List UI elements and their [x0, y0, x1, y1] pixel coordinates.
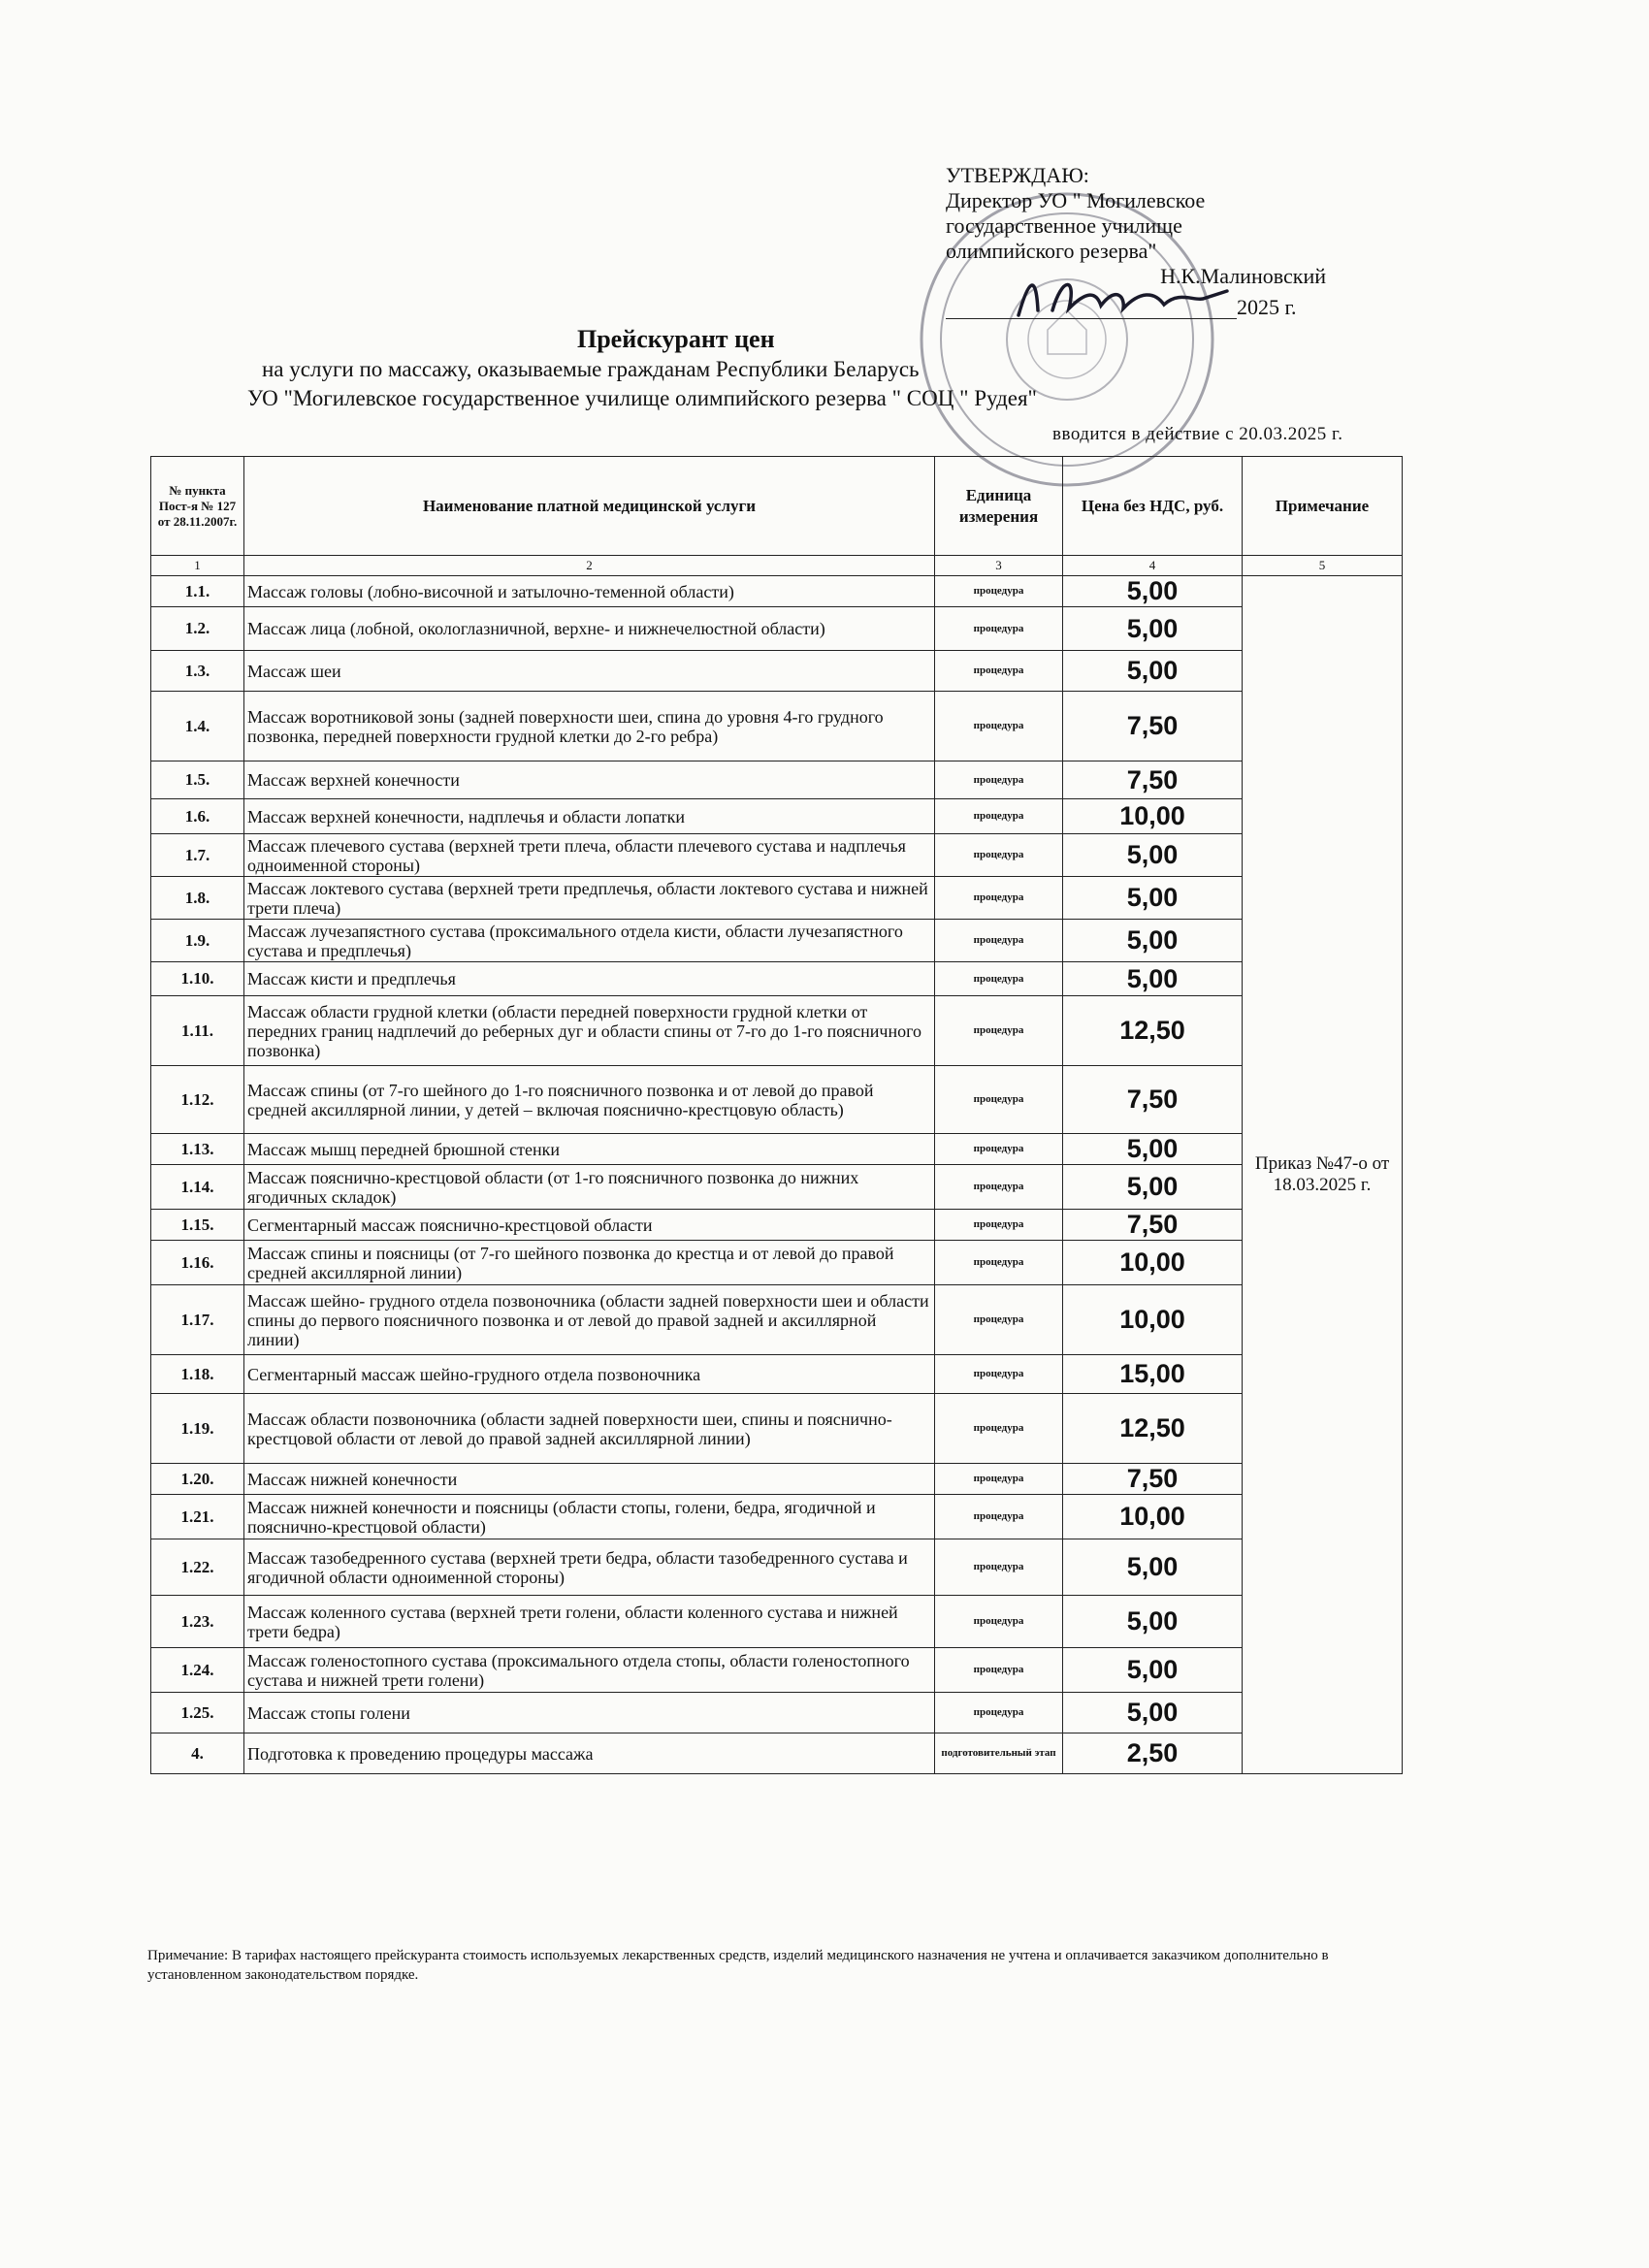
item-number: 1.14.	[151, 1165, 244, 1210]
service-name: Массаж области позвоночника (области задней поверхности шеи, спины и пояснично-крестцовой области от левой до правой задней аксиллярной линии)	[244, 1394, 935, 1464]
service-name: Массаж нижней конечности	[244, 1464, 935, 1495]
column-number: 2	[244, 556, 935, 576]
price-value: 7,50	[1063, 1066, 1243, 1134]
service-name: Массаж нижней конечности и поясницы (области стопы, голени, бедра, ягодичной и пояснично-крестцовой области)	[244, 1495, 935, 1539]
page-subtitle-2: УО "Могилевское государственное училище олимпийского резерва " СОЦ " Рудея"	[247, 386, 1037, 410]
price-value: 5,00	[1063, 1648, 1243, 1693]
column-number: 5	[1243, 556, 1403, 576]
table-row	[151, 1165, 1403, 1210]
price-value: 5,00	[1063, 1596, 1243, 1648]
approval-org-line1: государственное училище	[946, 213, 1182, 238]
unit-of-measure: процедура	[935, 1134, 1063, 1165]
service-name: Подготовка к проведению процедуры массажа	[244, 1733, 935, 1774]
unit-of-measure: процедура	[935, 576, 1063, 607]
service-name: Массаж спины (от 7-го шейного до 1-го поясничного позвонка и от левой до правой средней аксиллярной линии, у детей – включая пояснично-крестцовую область)	[244, 1066, 935, 1134]
table-row	[151, 1210, 1403, 1241]
table-header-row	[151, 457, 1403, 556]
handwritten-signature	[1009, 262, 1242, 330]
service-name: Массаж тазобедренного сустава (верхней трети бедра, области тазобедренного сустава и ягодичной области одноименной стороны)	[244, 1539, 935, 1596]
approval-position: Директор УО " Могилевское	[946, 188, 1206, 212]
service-name: Массаж верхней конечности, надплечья и области лопатки	[244, 799, 935, 834]
price-value: 7,50	[1063, 1464, 1243, 1495]
item-number: 1.24.	[151, 1648, 244, 1693]
service-name: Массаж воротниковой зоны (задней поверхности шеи, спина до уровня 4-го грудного позвонка, передней поверхности грудной клетки до 2-го ребра)	[244, 692, 935, 761]
price-value: 5,00	[1063, 1165, 1243, 1210]
column-number: 3	[935, 556, 1063, 576]
item-number: 1.19.	[151, 1394, 244, 1464]
item-number: 1.17.	[151, 1285, 244, 1355]
header-price: Цена без НДС, руб.	[1063, 457, 1243, 556]
column-number: 4	[1063, 556, 1243, 576]
table-row	[151, 996, 1403, 1066]
unit-of-measure: процедура	[935, 877, 1063, 920]
service-name: Массаж спины и поясницы (от 7-го шейного позвонка до крестца и от левой до правой средней аксиллярной линии)	[244, 1241, 935, 1285]
item-number: 1.10.	[151, 962, 244, 996]
service-name: Массаж лучезапястного сустава (проксимального отдела кисти, области лучезапястного сустава и предплечья)	[244, 920, 935, 962]
service-name: Массаж верхней конечности	[244, 761, 935, 799]
table-row	[151, 1394, 1403, 1464]
table-row	[151, 877, 1403, 920]
item-number: 1.1.	[151, 576, 244, 607]
unit-of-measure: процедура	[935, 834, 1063, 877]
unit-of-measure: процедура	[935, 1285, 1063, 1355]
unit-of-measure: процедура	[935, 1648, 1063, 1693]
item-number: 1.8.	[151, 877, 244, 920]
price-value: 12,50	[1063, 1394, 1243, 1464]
price-value: 7,50	[1063, 761, 1243, 799]
item-number: 1.20.	[151, 1464, 244, 1495]
price-value: 5,00	[1063, 1134, 1243, 1165]
service-name: Сегментарный массаж шейно-грудного отдела позвоночника	[244, 1355, 935, 1394]
column-number-row	[151, 556, 1403, 576]
table-row	[151, 651, 1403, 692]
service-name: Массаж пояснично-крестцовой области (от 1-го поясничного позвонка до нижних ягодичных складок)	[244, 1165, 935, 1210]
table-row	[151, 1648, 1403, 1693]
page-title: Прейскурант цен	[577, 325, 775, 353]
service-name: Массаж коленного сустава (верхней трети голени, области коленного сустава и нижней трети бедра)	[244, 1596, 935, 1648]
approval-signer: Н.К.Малиновский	[1160, 264, 1326, 288]
item-number: 1.7.	[151, 834, 244, 877]
item-number: 1.3.	[151, 651, 244, 692]
item-number: 1.23.	[151, 1596, 244, 1648]
price-value: 5,00	[1063, 962, 1243, 996]
unit-of-measure: процедура	[935, 1596, 1063, 1648]
table-row	[151, 1355, 1403, 1394]
item-number: 1.13.	[151, 1134, 244, 1165]
service-name: Массаж локтевого сустава (верхней трети предплечья, области локтевого сустава и нижней трети плеча)	[244, 877, 935, 920]
price-value: 5,00	[1063, 1539, 1243, 1596]
price-value: 5,00	[1063, 607, 1243, 651]
item-number: 1.5.	[151, 761, 244, 799]
unit-of-measure: процедура	[935, 1355, 1063, 1394]
service-name: Массаж лица (лобной, окологлазничной, верхне- и нижнечелюстной области)	[244, 607, 935, 651]
table-row	[151, 692, 1403, 761]
approval-org-line2: олимпийского резерва"	[946, 239, 1157, 263]
unit-of-measure: процедура	[935, 920, 1063, 962]
service-name: Сегментарный массаж пояснично-крестцовой области	[244, 1210, 935, 1241]
price-value: 7,50	[1063, 692, 1243, 761]
item-number: 1.15.	[151, 1210, 244, 1241]
unit-of-measure: процедура	[935, 1165, 1063, 1210]
column-number: 1	[151, 556, 244, 576]
price-value: 5,00	[1063, 1693, 1243, 1733]
header-unit: Единица измерения	[935, 457, 1063, 556]
footnote: Примечание: В тарифах настоящего прейскуранта стоимость используемых лекарственных средств, изделий медицинского назначения не учтена и оплачивается заказчиком дополнительно в установленном законодательством порядке.	[147, 1948, 1329, 1983]
service-name: Массаж стопы голени	[244, 1693, 935, 1733]
unit-of-measure: подготовительный этап	[935, 1733, 1063, 1774]
table-row	[151, 1733, 1403, 1774]
table-row	[151, 1134, 1403, 1165]
price-value: 10,00	[1063, 1495, 1243, 1539]
price-table	[150, 456, 1403, 1774]
service-name: Массаж мышц передней брюшной стенки	[244, 1134, 935, 1165]
service-name: Массаж шейно- грудного отдела позвоночника (области задней поверхности шеи и области спины до первого поясничного позвонка и от левой до правой задней и аксиллярной линии)	[244, 1285, 935, 1355]
item-number: 1.18.	[151, 1355, 244, 1394]
price-value: 5,00	[1063, 576, 1243, 607]
price-value: 12,50	[1063, 996, 1243, 1066]
table-row	[151, 1464, 1403, 1495]
price-value: 10,00	[1063, 799, 1243, 834]
service-name: Массаж шеи	[244, 651, 935, 692]
unit-of-measure: процедура	[935, 1394, 1063, 1464]
service-name: Массаж кисти и предплечья	[244, 962, 935, 996]
unit-of-measure: процедура	[935, 1693, 1063, 1733]
price-value: 7,50	[1063, 1210, 1243, 1241]
item-number: 1.21.	[151, 1495, 244, 1539]
item-number: 1.22.	[151, 1539, 244, 1596]
table-row	[151, 1539, 1403, 1596]
table-row	[151, 1596, 1403, 1648]
table-row	[151, 962, 1403, 996]
approval-heading: УТВЕРЖДАЮ:	[946, 163, 1089, 187]
unit-of-measure: процедура	[935, 651, 1063, 692]
unit-of-measure: процедура	[935, 607, 1063, 651]
item-number: 1.12.	[151, 1066, 244, 1134]
effective-date: вводится в действие с 20.03.2025 г.	[1052, 424, 1343, 444]
item-number: 1.4.	[151, 692, 244, 761]
table-row	[151, 1241, 1403, 1285]
service-name: Массаж плечевого сустава (верхней трети плеча, области плечевого сустава и надплечья одноименной стороны)	[244, 834, 935, 877]
unit-of-measure: процедура	[935, 1464, 1063, 1495]
table-row	[151, 607, 1403, 651]
price-value: 5,00	[1063, 834, 1243, 877]
table-row	[151, 799, 1403, 834]
unit-of-measure: процедура	[935, 1066, 1063, 1134]
service-name: Массаж области грудной клетки (области передней поверхности грудной клетки от передних границ надплечий до реберных дуг и области спины от 7-го до 1-го поясничного позвонка)	[244, 996, 935, 1066]
price-value: 5,00	[1063, 920, 1243, 962]
unit-of-measure: процедура	[935, 1210, 1063, 1241]
table-row	[151, 1066, 1403, 1134]
page-subtitle-1: на услуги по массажу, оказываемые гражданам Республики Беларусь	[262, 357, 920, 381]
price-value: 10,00	[1063, 1241, 1243, 1285]
service-name: Массаж головы (лобно-височной и затылочно-теменной области)	[244, 576, 935, 607]
table-row	[151, 834, 1403, 877]
item-number: 1.2.	[151, 607, 244, 651]
item-number: 1.6.	[151, 799, 244, 834]
service-name: Массаж голеностопного сустава (проксимального отдела стопы, области голеностопного сустава и нижней трети голени)	[244, 1648, 935, 1693]
table-row	[151, 920, 1403, 962]
table-row	[151, 761, 1403, 799]
price-value: 5,00	[1063, 877, 1243, 920]
unit-of-measure: процедура	[935, 1539, 1063, 1596]
price-value: 5,00	[1063, 651, 1243, 692]
price-value: 10,00	[1063, 1285, 1243, 1355]
item-number: 1.11.	[151, 996, 244, 1066]
table-row	[151, 1495, 1403, 1539]
unit-of-measure: процедура	[935, 1241, 1063, 1285]
header-item-number: № пункта Пост-я № 127 от 28.11.2007г.	[151, 457, 244, 556]
header-note: Примечание	[1243, 457, 1403, 556]
table-row	[151, 1693, 1403, 1733]
table-row	[151, 1285, 1403, 1355]
unit-of-measure: процедура	[935, 1495, 1063, 1539]
price-value: 15,00	[1063, 1355, 1243, 1394]
note-cell: Приказ №47-о от 18.03.2025 г.	[1243, 576, 1403, 1774]
unit-of-measure: процедура	[935, 799, 1063, 834]
price-value: 2,50	[1063, 1733, 1243, 1774]
unit-of-measure: процедура	[935, 996, 1063, 1066]
approval-year: 2025 г.	[1237, 295, 1297, 319]
header-service-name: Наименование платной медицинской услуги	[244, 457, 935, 556]
item-number: 1.16.	[151, 1241, 244, 1285]
unit-of-measure: процедура	[935, 692, 1063, 761]
unit-of-measure: процедура	[935, 761, 1063, 799]
unit-of-measure: процедура	[935, 962, 1063, 996]
item-number: 4.	[151, 1733, 244, 1774]
item-number: 1.25.	[151, 1693, 244, 1733]
item-number: 1.9.	[151, 920, 244, 962]
table-row	[151, 576, 1403, 607]
